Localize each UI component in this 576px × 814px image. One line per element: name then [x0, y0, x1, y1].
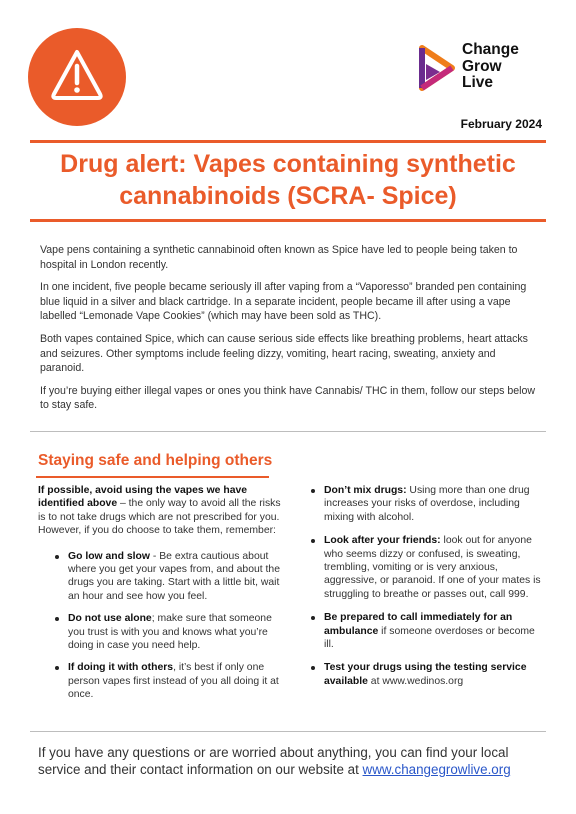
- intro-section: [40, 243, 540, 421]
- lead-paragraph: [38, 484, 288, 538]
- list-item: [52, 612, 288, 652]
- list-item: [52, 661, 288, 701]
- right-column: [308, 484, 544, 698]
- change-grow-live-logo-icon: [416, 42, 458, 96]
- logo-line-3: Live: [462, 74, 494, 91]
- page-title: Drug alert: Vapes containing synthetic cannabinoids (SCRA- Spice): [60, 150, 516, 210]
- section-heading-underline: [36, 476, 269, 478]
- lead-bold: If possible, avoid using the vapes we have identified above: [38, 485, 248, 510]
- logo-wordmark: [462, 42, 519, 92]
- bullet-bold: Do not use alone: [68, 613, 152, 625]
- list-item: [308, 534, 544, 601]
- section-divider: [30, 431, 546, 432]
- intro-paragraph-3: Both vapes contained Spice, which can cause serious side effects like breathing problems, heart attacks and seizures. Other symptoms include feeling dizzy, vomiting, heart racing, sweating, anxiety and paranoid.: [40, 332, 528, 375]
- title-rule-bottom: [30, 219, 546, 222]
- warning-triangle-icon: [28, 28, 126, 126]
- bullet-text: at www.wedinos.org: [367, 675, 464, 687]
- bullet-bold: Look after your friends:: [324, 535, 441, 547]
- right-bullet-list: [308, 484, 544, 688]
- list-item: [308, 484, 544, 524]
- bullet-bold: Be prepared to call immediately for an ambulance: [324, 612, 513, 637]
- bullet-text: - Be extra cautious about where you get your vapes from, and about the drugs you are taking. Start with a little bit, wait an hour and see how you feel.: [68, 550, 280, 602]
- footer-divider: [30, 731, 546, 732]
- bullet-bold: Test your drugs using the testing service available: [324, 662, 527, 687]
- list-item: [308, 611, 544, 651]
- bullet-text: ; make sure that someone you trust is with you and knows what you’re doing in case you need help.: [68, 613, 272, 652]
- left-bullet-list: [38, 550, 288, 702]
- list-item: [308, 661, 544, 688]
- footer-message: If you have any questions or are worried about anything, you can find your local service and their contact information on our website at: [38, 745, 509, 777]
- change-grow-live-logo[interactable]: [416, 42, 546, 96]
- bullet-text: if someone overdoses or become ill.: [324, 625, 535, 651]
- lead-text: – the only way to avoid all the risks is to not take drugs which are not prescribed for you. However, if you do choose to take them, remember:: [38, 498, 281, 537]
- intro-paragraph-1: Vape pens containing a synthetic cannabinoid often known as Spice have led to people being taken to hospital in London recently.: [40, 244, 518, 271]
- bullet-bold: Go low and slow: [68, 550, 150, 562]
- left-column: [38, 484, 288, 711]
- bullet-text: look out for anyone who seems dizzy or confused, is sweating, trembling, vomiting or is very anxious, aggressive, or paranoid. If one of your mates is struggling to breathe or passes out, call 999.: [324, 535, 541, 600]
- bullet-bold: Don’t mix drugs:: [324, 485, 407, 496]
- website-link[interactable]: www.changegrowlive.org: [362, 762, 511, 777]
- intro-paragraph-4: If you’re buying either illegal vapes or ones you think have Cannabis/ THC in them, follow our steps below to stay safe.: [40, 384, 536, 412]
- alert-badge: [28, 28, 126, 126]
- title-rule-top: [30, 140, 546, 143]
- publication-date: February 2024: [460, 117, 542, 131]
- logo-line-1: Change: [462, 41, 519, 58]
- intro-paragraph-2: In one incident, five people became seriously ill after vaping from a “Vaporesso” branded pen containing blue liquid in a silver and black cartridge. In a separate incident, people became ill after using a vape labelled “Lemonade Vape Cookies” (which may have been sold as THC).: [40, 281, 527, 323]
- bullet-text: , it’s best if only one person vapes first instead of you all doing it at once.: [68, 662, 279, 701]
- bullet-bold: If doing it with others: [68, 662, 174, 674]
- logo-line-2: Grow: [462, 57, 502, 75]
- bullet-text: Using more than one drug increases your risks of overdose, including mixing with alcohol.: [324, 485, 530, 523]
- section-heading: Staying safe and helping others: [38, 452, 273, 469]
- footer-text: [38, 744, 546, 778]
- list-item: [52, 550, 288, 604]
